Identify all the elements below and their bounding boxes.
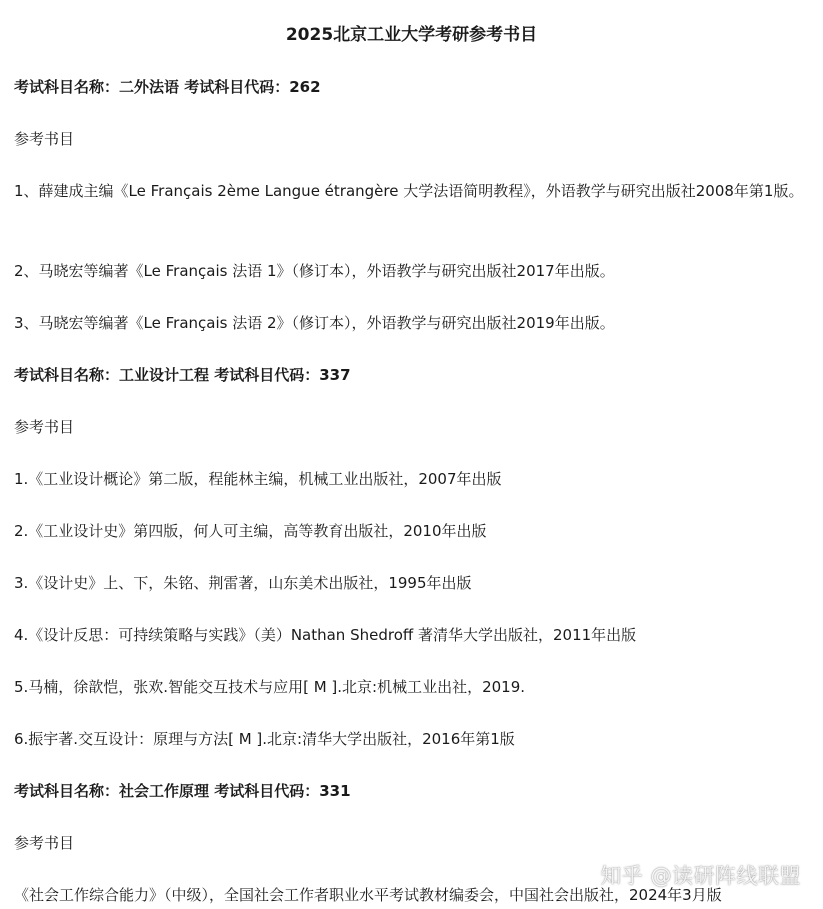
section-subheading: 参考书目	[14, 130, 75, 148]
reference-item: 5.马楠，徐歆恺，张欢.智能交互技术与应用[ M ].北京:机械工业出社，2019.	[14, 678, 526, 696]
page-title: 2025北京工业大学考研参考书目	[285, 25, 538, 45]
section-heading-337: 考试科目名称：工业设计工程 考试科目代码：337	[14, 366, 351, 384]
reference-item: 1.《工业设计概论》第二版，程能林主编，机械工业出版社，2007年出版	[14, 470, 502, 488]
reference-item: 6.振宇著.交互设计：原理与方法[ M ].北京:清华大学出版社，2016年第1版	[14, 730, 515, 748]
section-subheading: 参考书目	[14, 418, 75, 436]
section-heading-331: 考试科目名称：社会工作原理 考试科目代码：331	[14, 782, 351, 800]
zhihu-watermark: 知乎 @读研阵线联盟	[600, 864, 801, 888]
reference-item: 1、薛建成主编《Le Français 2ème Langue étrangère 大学法语简明教程》，外语教学与研究出版社2008年第1版。	[14, 182, 804, 200]
reference-item: 3、马晓宏等编著《Le Français 法语 2》（修订本），外语教学与研究出版社2019年出版。	[14, 314, 615, 332]
reference-item: 2、马晓宏等编著《Le Français 法语 1》（修订本），外语教学与研究出版社2017年出版。	[14, 262, 615, 280]
reference-item: 3.《设计史》上、下，朱铭、荆雷著，山东美术出版社，1995年出版	[14, 574, 472, 592]
reference-item: 《社会工作综合能力》（中级），全国社会工作者职业水平考试教材编委会，中国社会出版社，2024年3月版	[14, 886, 722, 904]
section-heading-262: 考试科目名称：二外法语 考试科目代码：262	[14, 78, 321, 96]
reference-item: 4.《设计反思：可持续策略与实践》（美）Nathan Shedroff 著清华大学出版社，2011年出版	[14, 626, 637, 644]
reference-item: 2.《工业设计史》第四版，何人可主编，高等教育出版社，2010年出版	[14, 522, 487, 540]
section-subheading: 参考书目	[14, 834, 75, 852]
